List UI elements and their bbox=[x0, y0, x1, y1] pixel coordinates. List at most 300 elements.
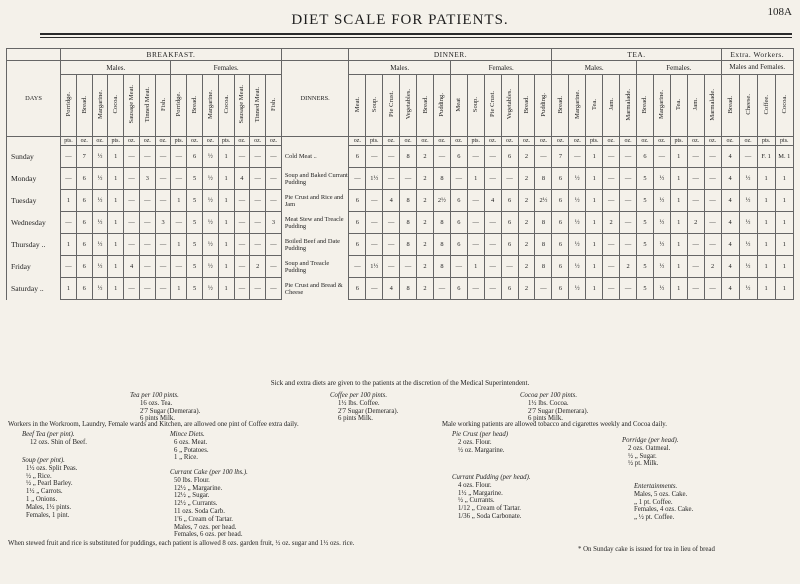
dinner-male-cell: 4 bbox=[383, 190, 400, 212]
tea-col-label: Marmalade. bbox=[709, 88, 717, 121]
breakfast-male-cell: 1 bbox=[108, 168, 124, 190]
dinner-female-cell: — bbox=[484, 256, 501, 278]
breakfast-unit: pts. bbox=[61, 137, 77, 146]
cocoa-recipe bbox=[520, 392, 588, 423]
pie-crust-recipe bbox=[452, 431, 508, 454]
coffee-recipe-line: 2'7 Sugar (Demerara). bbox=[338, 407, 399, 415]
tea-male-cell: 1 bbox=[586, 256, 603, 278]
tea-male-cell: 6 bbox=[552, 190, 569, 212]
tea-unit: pts. bbox=[586, 137, 603, 146]
breakfast-header: BREAKFAST. bbox=[61, 49, 282, 61]
breakfast-females-header: Females. bbox=[171, 61, 281, 75]
tea-male-cell: ½ bbox=[569, 190, 586, 212]
dinner-male-cell: 1½ bbox=[366, 168, 383, 190]
breakfast-male-cell: ½ bbox=[92, 146, 108, 168]
tea-male-cell: ½ bbox=[569, 212, 586, 234]
tea-female-cell: — bbox=[704, 190, 721, 212]
breakfast-female-cell: 5 bbox=[187, 256, 203, 278]
tea-male-cell: 6 bbox=[552, 212, 569, 234]
tea-female-cell: — bbox=[687, 256, 704, 278]
days-header: DAYS bbox=[7, 61, 61, 137]
extra-cell: F. 1 bbox=[757, 146, 775, 168]
breakfast-unit: oz. bbox=[139, 137, 155, 146]
mince-title: Mince Diets. bbox=[170, 431, 205, 438]
breakfast-col-label: Porridge. bbox=[175, 92, 183, 117]
breakfast-col-label: Sausage Meat. bbox=[238, 85, 246, 124]
breakfast-male-cell: 6 bbox=[76, 190, 92, 212]
tea-recipe-line: 6 pints Milk. bbox=[140, 415, 175, 423]
cocoa-recipe-line: 2'7 Sugar (Demerara). bbox=[528, 407, 589, 415]
tea-female-cell: 5 bbox=[637, 190, 654, 212]
extra-col-label: Coffee. bbox=[762, 94, 770, 115]
dinner-male-cell: — bbox=[383, 234, 400, 256]
tea-male-cell: ½ bbox=[569, 278, 586, 300]
breakfast-col-label: Fish. bbox=[269, 97, 277, 111]
dinner-female-cell: 8 bbox=[535, 256, 552, 278]
breakfast-male-cell: — bbox=[124, 278, 140, 300]
tea-female-cell: — bbox=[704, 278, 721, 300]
dinner-col-label: Meat bbox=[455, 97, 463, 112]
dinner-male-cell: 2 bbox=[417, 190, 434, 212]
breakfast-female-cell: 1 bbox=[218, 190, 234, 212]
dinner-male-cell: — bbox=[383, 256, 400, 278]
beef-tea-recipe bbox=[22, 431, 87, 447]
breakfast-female-cell: — bbox=[250, 234, 266, 256]
dinner-unit: oz. bbox=[535, 137, 552, 146]
dinner-menu: Soup and Treacle Pudding bbox=[281, 256, 349, 278]
entertainments-line: „ 1 pt. Coffee. bbox=[634, 498, 673, 506]
dinner-female-cell: 6 bbox=[450, 234, 467, 256]
extra-cell: 4 bbox=[721, 256, 739, 278]
dinner-male-cell: — bbox=[349, 168, 366, 190]
tea-male-cell: 7 bbox=[552, 146, 569, 168]
dinner-male-cell: — bbox=[349, 256, 366, 278]
breakfast-female-cell: — bbox=[171, 168, 187, 190]
extra-unit: pts. bbox=[757, 137, 775, 146]
currant-cake-line: 11 ozs. Soda Carb. bbox=[174, 507, 225, 515]
dinner-female-cell: 2 bbox=[518, 256, 535, 278]
extra-cell: ½ bbox=[739, 256, 757, 278]
tea-male-cell: 2 bbox=[603, 212, 620, 234]
tea-male-cell: 6 bbox=[552, 168, 569, 190]
stewed-fruit-note: When stewed fruit and rice is substituted for puddings, each patient is allowed 8 ozs. garden fruit, ½ oz. sugar and 1½ ozs. rice. bbox=[8, 540, 355, 547]
breakfast-col-label: Bread. bbox=[80, 95, 88, 114]
workers-note: Workers in the Workroom, Laundry, Female wards and Kitchen, are allowed one pint of Coffee extra daily. bbox=[8, 421, 299, 428]
breakfast-female-cell: 6 bbox=[187, 146, 203, 168]
breakfast-female-cell: — bbox=[234, 146, 250, 168]
breakfast-col-label: Sausage Meat. bbox=[128, 85, 136, 124]
breakfast-col-label: Bread. bbox=[191, 95, 199, 114]
breakfast-male-cell: — bbox=[139, 190, 155, 212]
tea-male-cell: 1 bbox=[586, 212, 603, 234]
dinner-col-label: Pie Crust. bbox=[387, 91, 395, 118]
dinner-col-label: Pudding. bbox=[539, 92, 547, 117]
dinner-male-cell: — bbox=[366, 146, 383, 168]
currant-cake-line: Males, 7 ozs. per head. bbox=[174, 523, 237, 531]
dinner-female-cell: 6 bbox=[501, 146, 518, 168]
tea-female-cell: ½ bbox=[653, 190, 670, 212]
currant-cake-line: 1'6 „ Cream of Tartar. bbox=[174, 515, 233, 523]
dinner-female-cell: — bbox=[467, 146, 484, 168]
tea-male-cell: — bbox=[620, 190, 637, 212]
breakfast-female-cell: — bbox=[234, 278, 250, 300]
dinner-col-label: Soup. bbox=[370, 96, 378, 113]
breakfast-female-cell: 1 bbox=[171, 278, 187, 300]
mince-line: 6 ozs. Meat. bbox=[174, 438, 208, 446]
dinner-male-cell: 8 bbox=[400, 234, 417, 256]
breakfast-male-cell: — bbox=[61, 256, 77, 278]
extra-cell: 1 bbox=[775, 256, 793, 278]
breakfast-col-label: Margarine. bbox=[96, 90, 104, 119]
tea-male-cell: 1 bbox=[586, 278, 603, 300]
day-name: Monday bbox=[7, 168, 61, 190]
dinner-female-cell: 1 bbox=[467, 168, 484, 190]
dinner-menu: Meat Stew and Treacle Pudding bbox=[281, 212, 349, 234]
tea-col-label: Jam. bbox=[607, 98, 615, 111]
tea-male-cell: — bbox=[603, 190, 620, 212]
extra-cell: ½ bbox=[739, 234, 757, 256]
dinner-unit: oz. bbox=[518, 137, 535, 146]
tea-male-cell: 6 bbox=[552, 256, 569, 278]
dinner-male-cell: — bbox=[383, 212, 400, 234]
breakfast-male-cell: 1 bbox=[61, 278, 77, 300]
pie-crust-title: Pie Crust (per head) bbox=[452, 431, 509, 438]
dinner-col-label: Vegetables. bbox=[506, 89, 514, 120]
breakfast-unit: oz. bbox=[266, 137, 282, 146]
breakfast-female-cell: — bbox=[234, 234, 250, 256]
breakfast-male-cell: — bbox=[61, 168, 77, 190]
extra-cell: ½ bbox=[739, 278, 757, 300]
dinner-unit: oz. bbox=[417, 137, 434, 146]
tea-male-cell: ½ bbox=[569, 256, 586, 278]
tea-col-label: Bread. bbox=[641, 95, 649, 114]
tea-female-cell: 2 bbox=[704, 256, 721, 278]
dinner-female-cell: — bbox=[484, 168, 501, 190]
day-name: Saturday .. bbox=[7, 278, 61, 300]
breakfast-female-cell: 1 bbox=[171, 234, 187, 256]
porridge-line: ½ pt. Milk. bbox=[628, 460, 659, 468]
dinner-male-cell: — bbox=[433, 146, 450, 168]
extra-cell: ½ bbox=[739, 190, 757, 212]
tea-unit: oz. bbox=[637, 137, 654, 146]
tea-col-label: Margarine. bbox=[573, 90, 581, 119]
dinner-male-cell: 6 bbox=[349, 278, 366, 300]
tea-recipe-title: Tea per 100 pints. bbox=[130, 392, 179, 399]
extra-unit: oz. bbox=[721, 137, 739, 146]
currant-pudding-line: 4 ozs. Flour. bbox=[458, 481, 492, 489]
tea-male-cell: — bbox=[603, 168, 620, 190]
tea-female-cell: — bbox=[704, 212, 721, 234]
breakfast-male-cell: — bbox=[139, 234, 155, 256]
dinner-male-cell: 2½ bbox=[433, 190, 450, 212]
tea-female-cell: — bbox=[704, 234, 721, 256]
dinner-male-cell: 2 bbox=[417, 168, 434, 190]
breakfast-male-cell: 6 bbox=[76, 256, 92, 278]
dinner-female-cell: — bbox=[501, 256, 518, 278]
dinner-male-cell: 8 bbox=[433, 234, 450, 256]
dinner-female-cell: 2 bbox=[518, 278, 535, 300]
tea-female-cell: 1 bbox=[670, 278, 687, 300]
dinner-male-cell: 8 bbox=[400, 190, 417, 212]
tea-female-cell: ½ bbox=[653, 278, 670, 300]
extra-cell: — bbox=[739, 146, 757, 168]
tea-male-cell: — bbox=[603, 146, 620, 168]
sunday-cake-footnote: * On Sunday cake is issued for tea in lieu of bread bbox=[578, 546, 715, 553]
tea-male-cell: 2 bbox=[620, 256, 637, 278]
breakfast-female-cell: — bbox=[234, 256, 250, 278]
day-name: Friday bbox=[7, 256, 61, 278]
tea-male-cell: 6 bbox=[552, 234, 569, 256]
dinner-females-header: Females. bbox=[450, 61, 552, 75]
breakfast-female-cell: 5 bbox=[187, 278, 203, 300]
breakfast-female-cell: — bbox=[250, 278, 266, 300]
breakfast-female-cell: ½ bbox=[202, 212, 218, 234]
dinner-male-cell: — bbox=[366, 278, 383, 300]
tea-female-cell: ½ bbox=[653, 234, 670, 256]
dinner-male-cell: 2 bbox=[417, 278, 434, 300]
currant-cake-line: 50 lbs. Flour. bbox=[174, 476, 210, 484]
dinner-male-cell: 2 bbox=[417, 212, 434, 234]
pie-crust-line: 2 ozs. Flour. bbox=[458, 438, 492, 446]
dinner-unit: oz. bbox=[349, 137, 366, 146]
dinner-unit: pts. bbox=[366, 137, 383, 146]
dinner-female-cell: — bbox=[484, 278, 501, 300]
dinner-male-cell: 6 bbox=[349, 212, 366, 234]
tea-male-cell: — bbox=[620, 146, 637, 168]
breakfast-male-cell: — bbox=[155, 278, 171, 300]
dinner-unit: oz. bbox=[400, 137, 417, 146]
dinner-male-cell: — bbox=[433, 278, 450, 300]
tea-female-cell: 5 bbox=[637, 256, 654, 278]
tea-recipe bbox=[130, 392, 200, 423]
coffee-recipe-title: Coffee per 100 pints. bbox=[330, 392, 388, 399]
extra-cell: M. 1 bbox=[775, 146, 793, 168]
soup-title: Soup (per pint). bbox=[22, 457, 65, 464]
tobacco-note: Male working patients are allowed tobacco and cigarettes weekly and Cocoa daily. bbox=[442, 421, 667, 428]
tea-female-cell: 1 bbox=[670, 168, 687, 190]
breakfast-female-cell: — bbox=[266, 234, 282, 256]
tea-female-cell: — bbox=[687, 234, 704, 256]
breakfast-female-cell: — bbox=[234, 190, 250, 212]
breakfast-unit: oz. bbox=[92, 137, 108, 146]
dinner-male-cell: 8 bbox=[400, 212, 417, 234]
porridge-title: Porridge (per head). bbox=[622, 437, 679, 444]
extra-workers-header: Extra. Workers. bbox=[721, 49, 793, 61]
breakfast-female-cell: — bbox=[266, 256, 282, 278]
breakfast-col-label: Cocoa. bbox=[112, 95, 120, 114]
breakfast-female-cell: 5 bbox=[187, 212, 203, 234]
currant-cake-title: Currant Cake (per 100 lbs.). bbox=[170, 469, 248, 476]
tea-unit: oz. bbox=[603, 137, 620, 146]
breakfast-female-cell: — bbox=[250, 146, 266, 168]
dinner-female-cell: — bbox=[501, 168, 518, 190]
breakfast-male-cell: 1 bbox=[61, 234, 77, 256]
breakfast-female-cell: 4 bbox=[234, 168, 250, 190]
breakfast-female-cell: ½ bbox=[202, 234, 218, 256]
breakfast-col-label: Fish. bbox=[159, 97, 167, 111]
breakfast-female-cell: — bbox=[171, 256, 187, 278]
dinner-males-header: Males. bbox=[349, 61, 450, 75]
porridge-line: 2 ozs. Oatmeal. bbox=[628, 444, 671, 452]
tea-unit: oz. bbox=[687, 137, 704, 146]
breakfast-female-cell: — bbox=[171, 146, 187, 168]
entertainments-title: Entertainments. bbox=[634, 483, 678, 490]
extra-cell: 1 bbox=[775, 168, 793, 190]
day-name: Sunday bbox=[7, 146, 61, 168]
porridge-recipe bbox=[622, 437, 678, 468]
dinner-col-label: Bread. bbox=[522, 95, 530, 114]
dinner-menu: Pie Crust and Bread & Cheese bbox=[281, 278, 349, 300]
breakfast-male-cell: ½ bbox=[92, 234, 108, 256]
currant-pudding-title: Currant Pudding (per head). bbox=[452, 474, 531, 481]
breakfast-male-cell: — bbox=[155, 190, 171, 212]
entertainments-note bbox=[634, 483, 693, 522]
dinner-male-cell: — bbox=[400, 168, 417, 190]
breakfast-unit: pts. bbox=[171, 137, 187, 146]
breakfast-unit: pts. bbox=[108, 137, 124, 146]
cocoa-recipe-line: 6 pints Milk. bbox=[528, 415, 563, 423]
tea-female-cell: — bbox=[687, 168, 704, 190]
breakfast-unit: pts. bbox=[218, 137, 234, 146]
breakfast-male-cell: 6 bbox=[76, 212, 92, 234]
dinner-female-cell: — bbox=[450, 256, 467, 278]
dinner-unit: oz. bbox=[484, 137, 501, 146]
tea-female-cell: 1 bbox=[670, 234, 687, 256]
extra-cell: 1 bbox=[757, 212, 775, 234]
extra-cell: 4 bbox=[721, 190, 739, 212]
tea-female-cell: — bbox=[704, 146, 721, 168]
dinner-male-cell: — bbox=[366, 234, 383, 256]
breakfast-male-cell: — bbox=[155, 146, 171, 168]
tea-male-cell: 6 bbox=[552, 278, 569, 300]
dinner-male-cell: 6 bbox=[349, 146, 366, 168]
extra-cell: 1 bbox=[757, 278, 775, 300]
breakfast-female-cell: ½ bbox=[202, 168, 218, 190]
dinner-unit: oz. bbox=[501, 137, 518, 146]
breakfast-female-cell: — bbox=[250, 190, 266, 212]
tea-unit: oz. bbox=[620, 137, 637, 146]
dinner-unit: oz. bbox=[450, 137, 467, 146]
breakfast-male-cell: 3 bbox=[155, 212, 171, 234]
breakfast-male-cell: ½ bbox=[92, 190, 108, 212]
page-number: 108A bbox=[767, 6, 792, 18]
tea-female-cell: — bbox=[653, 146, 670, 168]
breakfast-male-cell: 1 bbox=[61, 190, 77, 212]
breakfast-female-cell: 3 bbox=[266, 212, 282, 234]
dinner-male-cell: 8 bbox=[400, 278, 417, 300]
breakfast-female-cell: — bbox=[266, 278, 282, 300]
tea-col-label: Margarine. bbox=[658, 90, 666, 119]
tea-male-cell: 1 bbox=[586, 146, 603, 168]
breakfast-male-cell: 7 bbox=[76, 146, 92, 168]
dinner-unit: oz. bbox=[383, 137, 400, 146]
breakfast-male-cell: 1 bbox=[108, 212, 124, 234]
dinner-female-cell: 2½ bbox=[535, 190, 552, 212]
entertainments-line: Males, 5 ozs. Cake. bbox=[634, 490, 688, 498]
breakfast-male-cell: 4 bbox=[124, 256, 140, 278]
breakfast-female-cell: — bbox=[266, 168, 282, 190]
cocoa-recipe-title: Cocoa per 100 pints. bbox=[520, 392, 578, 399]
breakfast-unit: oz. bbox=[234, 137, 250, 146]
breakfast-female-cell: ½ bbox=[202, 278, 218, 300]
day-name: Wednesday bbox=[7, 212, 61, 234]
dinner-female-cell: 2 bbox=[518, 168, 535, 190]
coffee-recipe-line: 6 pints Milk. bbox=[338, 415, 373, 423]
currant-pudding-line: 1/36 „ Soda Carbonate. bbox=[458, 512, 522, 520]
dinner-unit: oz. bbox=[433, 137, 450, 146]
extra-cell: ½ bbox=[739, 168, 757, 190]
breakfast-male-cell: 1 bbox=[108, 234, 124, 256]
breakfast-female-cell: 1 bbox=[171, 190, 187, 212]
dinners-header: DINNERS. bbox=[281, 61, 349, 137]
dinner-female-cell: 8 bbox=[535, 212, 552, 234]
beef-tea-title: Beef Tea (per pint). bbox=[22, 431, 75, 438]
cocoa-recipe-line: 1½ lbs. Cocoa. bbox=[528, 399, 569, 407]
soup-line: 1½ ozs. Split Peas. bbox=[26, 464, 78, 472]
tea-female-cell: 5 bbox=[637, 234, 654, 256]
mince-recipe bbox=[170, 431, 209, 462]
breakfast-male-cell: — bbox=[61, 212, 77, 234]
tea-col-label: Tea. bbox=[675, 98, 683, 111]
coffee-recipe bbox=[330, 392, 398, 423]
breakfast-male-cell: — bbox=[139, 256, 155, 278]
tea-female-cell: — bbox=[687, 278, 704, 300]
dinner-male-cell: 8 bbox=[433, 168, 450, 190]
breakfast-male-cell: — bbox=[139, 278, 155, 300]
extra-cell: 1 bbox=[757, 168, 775, 190]
dinner-female-cell: 8 bbox=[535, 168, 552, 190]
breakfast-male-cell: — bbox=[139, 212, 155, 234]
dinner-header: DINNER. bbox=[349, 49, 552, 61]
breakfast-unit: oz. bbox=[155, 137, 171, 146]
breakfast-female-cell: 5 bbox=[187, 190, 203, 212]
tea-col-label: Bread. bbox=[556, 95, 564, 114]
tea-female-cell: 1 bbox=[670, 146, 687, 168]
dinner-male-cell: 6 bbox=[349, 190, 366, 212]
mince-line: 6 „ Potatoes. bbox=[174, 446, 209, 454]
breakfast-male-cell: — bbox=[61, 146, 77, 168]
breakfast-unit: oz. bbox=[187, 137, 203, 146]
breakfast-female-cell: ½ bbox=[202, 146, 218, 168]
breakfast-female-cell: 2 bbox=[250, 256, 266, 278]
tea-male-cell: 1 bbox=[586, 234, 603, 256]
dinner-col-label: Pudding. bbox=[438, 92, 446, 117]
tea-female-cell: — bbox=[687, 190, 704, 212]
porridge-line: ½ „ Sugar. bbox=[628, 452, 657, 460]
breakfast-male-cell: — bbox=[124, 146, 140, 168]
dinner-col-label: Vegetables. bbox=[404, 89, 412, 120]
tea-female-cell: 2 bbox=[687, 212, 704, 234]
dinner-male-cell: 8 bbox=[433, 256, 450, 278]
dinner-female-cell: — bbox=[535, 146, 552, 168]
dinner-female-cell: — bbox=[467, 190, 484, 212]
tea-female-cell: 1 bbox=[670, 256, 687, 278]
dinner-female-cell: 6 bbox=[450, 146, 467, 168]
extra-mf-header: Males and Females. bbox=[721, 61, 793, 75]
breakfast-unit: oz. bbox=[76, 137, 92, 146]
extra-cell: ½ bbox=[739, 212, 757, 234]
extra-cell: 4 bbox=[721, 212, 739, 234]
breakfast-male-cell: — bbox=[124, 190, 140, 212]
tea-col-label: Tea. bbox=[590, 98, 598, 111]
currant-cake-line: Females, 6 ozs. per head. bbox=[174, 531, 243, 539]
dinner-female-cell: 8 bbox=[535, 234, 552, 256]
dinner-menu: Pie Crust and Rice and Jam bbox=[281, 190, 349, 212]
breakfast-male-cell: 1 bbox=[108, 146, 124, 168]
dinner-female-cell: 1 bbox=[467, 256, 484, 278]
dinner-male-cell: 2 bbox=[417, 234, 434, 256]
breakfast-col-label: Porridge. bbox=[64, 92, 72, 117]
